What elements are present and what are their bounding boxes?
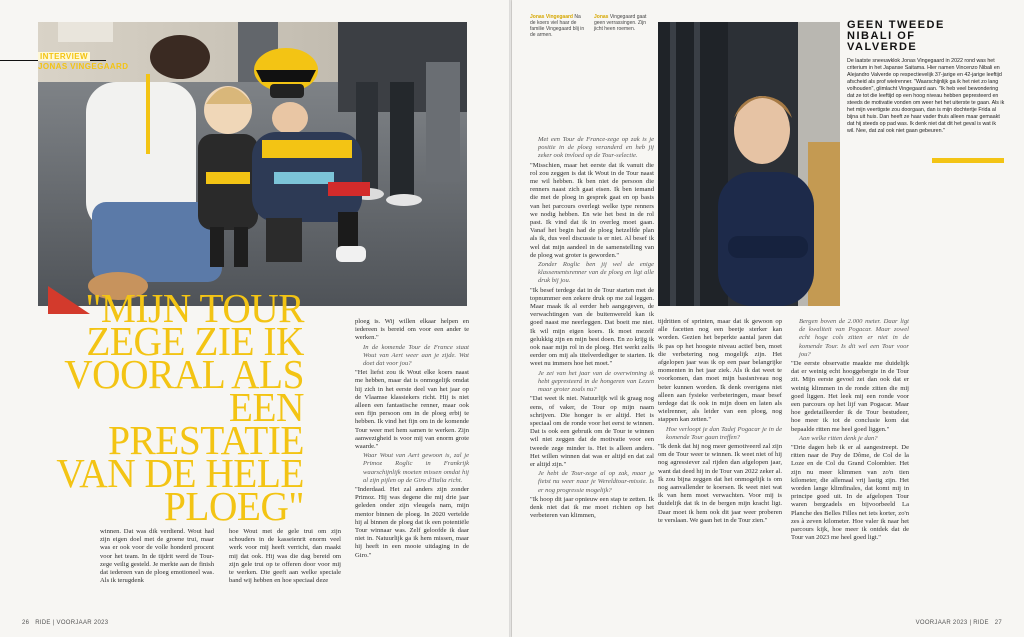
- caption-label: Jonas: [594, 14, 609, 20]
- portrait-illustration: [658, 22, 840, 306]
- sidebar-accent-bar: [932, 158, 1004, 163]
- interview-question: Bergen boven de 2.000 meter. Daar ligt de kwaliteit van Pogacar. Maar zowel echt hoge cols zitten er niet in de komende Tour. Is dit wel een Tour voor jou?: [799, 318, 909, 358]
- interview-question: Aan welke ritten denk je dan?: [799, 434, 878, 442]
- pull-quote: "MIJN TOUR ZEGE ZIE IK VOORAL ALS EEN PRESTATIE VAN DE HELE PLOEG": [56, 285, 304, 529]
- paragraph: "Ik hoop dit jaar opnieuw een stap te zetten. Ik denk niet dat ik me moet richten op het verbeteren van klimmen,: [530, 495, 654, 520]
- caption-text: Vingegaard gaat geen verrassingen. Zijn jicht heen roemen.: [594, 14, 647, 32]
- page-number: 27: [994, 620, 1002, 626]
- paragraph: hoe Wout met de gele trui om zijn schouders in de kasseienrit enorm veel werk voor mij heeft verricht, dan maakt mij dat ook. Hij was die dag bereid om zijn gele trui op te offeren door voor mij te werken. Die geeft aan welke speciale band wij hebben en hoe speciaal deze: [229, 528, 341, 585]
- caption-text: Na de koers viel haar de familie Vingegaard blij in de armen.: [530, 14, 585, 38]
- right-col-3: [791, 318, 909, 543]
- interview-question: Waar Wout van Aert gewoon is, zal je Primoz Roglic in Frankrijk waarschijnlijk moeten missen omdat hij al zijn pijlen op de Giro d'Italia richt.: [363, 452, 469, 484]
- interview-question: Met een Tour de France-zege op zak is je positie in de ploeg veranderd en heb jij zeker ook invloed op de Tour-selectie.: [538, 136, 654, 160]
- magazine-issue: VOORJAAR 2023 | RIDE: [915, 620, 989, 626]
- kicker-label: INTERVIEW: [40, 52, 88, 61]
- paragraph: ploeg is. Wij willen elkaar helpen en iedereen is bereid om voor een ander te werken.": [355, 318, 469, 342]
- paragraph: "Het liefst zou ik Wout elke koers naast me hebben, maar dat is onmogelijk omdat hij zich in het eerste deel van het jaar op de Vlaamse klassiekers richt. Hij is niet alleen een fantastische renner, maar ook een fijn persoon om in de ploeg erbij te hebben. Ik vind het fijn om in de komende Tour weer met hem samen te werken. Zijn aanwezigheid is voor mij van enorm grote waarde.": [355, 369, 469, 451]
- page-number: 26: [22, 620, 30, 626]
- photo-caption-1: [530, 14, 586, 38]
- interview-question: Je zei van het jaar van de overwinning ik hebt gepresteerd in de hongeren van Lezen maar groter zoals nu?: [538, 369, 654, 394]
- paragraph: "Misschien, maar het eerste dat ik vanuit die rol zou zeggen is dat ik Wout in de Tour naast me wil hebben. Ik ben niet de persoon die renners naast zich gaat eisen. Ik ben iemand die met de ploeg in gesprek gaat en op basis van het parcours overlegt welke type renners we nodig hebben. En wie het best in de rol past. Ik vind dat ik in overleg moet gaan. Vanaf het begin had de ploeg hetzelfde plan als ik, dus veel discussie is er niet. Al besef ik wel dat mijn aandeel in de samenstelling van de ploeg wat groter is geworden.": [530, 161, 654, 259]
- interview-question: Zonder Roglic ben jij wel de enige klassementsrenner van de ploeg en ligt alle druk bij jou.: [538, 261, 654, 285]
- interview-question: Hoe verloopt je dan Tadej Pogacar je in de komende Tour gaan treffen?: [666, 425, 782, 441]
- folio-right: [916, 620, 1002, 626]
- left-col-1: [100, 528, 214, 586]
- paragraph: "Ik besef terdege dat in de Tour starten met de topnummer een zekere druk op me zal leggen. Maar maak ik al eerder heb aangegeven, de verwachtingen van de buitenwereld kan ik goed naast me neerleggen. Dat boeit me niet. Ik wil mijn eigen koers. Ik moet mezelf gelukkig zijn en mijn best doen. En zo krijg ik ook naar mijn rol in de ploeg. Het werkt zelfs eerder om mij als titelverdediger te starten. Ik weet nu immers hoe het moet.": [530, 286, 654, 368]
- magazine-issue: RIDE | VOORJAAR 2023: [35, 620, 109, 626]
- right-col-2: [658, 318, 782, 526]
- paragraph: "De eerste observatie maakte me duidelijk dat er weinig echt hooggebergte in de Tour zit. Mijn eerste gevoel zei dan ook dat er weinig klimmen in de ronde zitten die mij goed liggen. Het leek mij een ronde voor een parcours op het lijf van Pogacar. Maar hoe gedetailleerder ik de Tour bestudeer, hoe meer ik tot de conclusie kom dat bepaalde ritten me heel goed liggen.": [791, 360, 909, 433]
- left-col-2: [229, 528, 341, 586]
- sidebar-text: De laatste sneeuwklok Jonas Vingegaard in 2022 rond was het criterium in het Japanse Saitama. Hier namen Vincenzo Nibali en Alejandro Valverde op respectievelijk 37-jarige en 42-jarige leeftijd afscheid als prof wielrenner. "Waarschijnlijk ga ik het niet zo lang volhouden", glimlacht Vingegaard aan. "Ik heb veel bewondering dat ze tot die leeftijd op een hoog niveau hebben gepresteerd en steeds de motivatie vonden om weer het het uiterste te gaan. Als ik het mijn veertigste zou doorgaan, dan is mijn dochtertje Frida al bijna uit huis. Dan heeft ze haar vader thuis alleen maar gemaakt dat hij steeds op pad was. Ik denk niet dat dit het geval is wat ik wil. Nee, dat zal ook niet gaan gebeuren.": [847, 58, 1005, 134]
- paragraph: "Drie dagen heb ik er al aangestreept. De ritten naar de Puy de Dôme, de Col de la Loze en de Col du Grand Colombier. Het zijn nu meer klimmen van zo'n tien kilometer, die allemaal vrij lastig zijn. Het worden lange klimfinales, dat komt mij in principe goed uit. In de afgelopen Tour waren bergzadels en bijvoorbeeld La Planche des Belles Filles net iets korter, zo'n zes à zeven kilometer. Hoe valer ik naar het parcours kijk, hoe meer ik ontdek dat de Tour van 2023 me heel goed ligt.": [791, 444, 909, 542]
- sidebar-title: GEEN TWEEDE NIBALI OF VALVERDE: [847, 19, 945, 53]
- kicker-name: JONAS VINGEGAARD: [38, 62, 129, 71]
- right-page: [512, 0, 1024, 637]
- right-col-1: [530, 136, 654, 521]
- interview-question: In de komende Tour de France staat Wout van Aert weer aan je zijde. Wat doet dat voor jou?: [363, 343, 469, 368]
- photo-caption-2: [594, 14, 650, 32]
- folio-left: [22, 620, 108, 626]
- portrait-photo: [658, 22, 840, 306]
- paragraph: "Inderdaad. Het zal anders zijn zonder Primoz. Hij was degene die mij drie jaar geleden onder zijn vleugels nam, mijn mentor binnen de ploeg. In 2020 vertelde hij al binnen de ploeg dat ik een potentiële Tour winnaar was. Zelf geloofde ik daar niet in. Natuurlijk ga ik hem missen, maar hij heeft in een mooie uitdaging in de Giro.": [355, 486, 469, 559]
- left-page: [0, 0, 511, 637]
- paragraph: winnen. Dat was dik verdiend. Wout had zijn eigen doel met de groene trui, maar was er ook voor de volle honderd procent voor het team. In de tijdrit werd de Tour-zege veilig gesteld. Je merkte aan de finish dat iedereen van de ploeg emotioneel was. Als ik terugdenk: [100, 528, 214, 585]
- paragraph: "Dat weet ik niet. Natuurlijk wil ik graag nog eens, of vaker, de Tour op mijn naam schrijven. Die honger is er altijd. Het is speciaal om de ronde voor het eerst te winnen. Dat is ook een gebruik om de Tour te winnen wil niet zeggen dat de motivatie voor een tweede zege minder is. Het is alleen anders. Het willen winnen dat was er altijd en dat zal er altijd zijn.": [530, 395, 654, 468]
- left-col-3: [355, 318, 469, 561]
- paragraph: tijdritten of sprinten, maar dat ik gewoon op alle facetten nog een beetje sterker kan worden. Gezien het beperkte aantal jaren dat ik pas op het hoogste niveau actief ben, moet die verbetering nog mogelijk zijn. Het afgelopen jaar was ik op een paar belangrijke momenten in het jaar ziek. Als ik dat weet te voorkomen, dan moet mijn basisniveau nog beter kunnen worden. Ik denk overigens niet alleen aan fysieke verbeteringen, maar besef terdege dat ik ook in mijn doen en laten als wielrenner, als leider van een ploeg, nog stappen kan zetten.": [658, 318, 782, 424]
- paragraph: "Ik denk dat hij nog meer gemotiveerd zal zijn om de Tour weer te winnen. Ik weet niet of hij nog agressiever zal rijden dan afgelopen jaar, want dat deed hij in de Tour van 2022 zeker al. Ik zou bijna zeggen dat het onmogelijk is om nog aanvallender te koersen. Ik weet niet wat ik van hem moet verwachten. Voor mij is duidelijk dat ik in de bergen mijn kracht ligt. Daar moet ik hem ook dit jaar weer proberen te verslaan. We gaan het in de Tour zien.": [658, 443, 782, 524]
- caption-label: Jonas Vingegaard: [530, 14, 573, 20]
- interview-question: Je hebt de Tour-zege al op zak, maar je fietst nu weer naar je Wereldtour-missie. Is er nog progressie mogelijk?: [538, 470, 654, 494]
